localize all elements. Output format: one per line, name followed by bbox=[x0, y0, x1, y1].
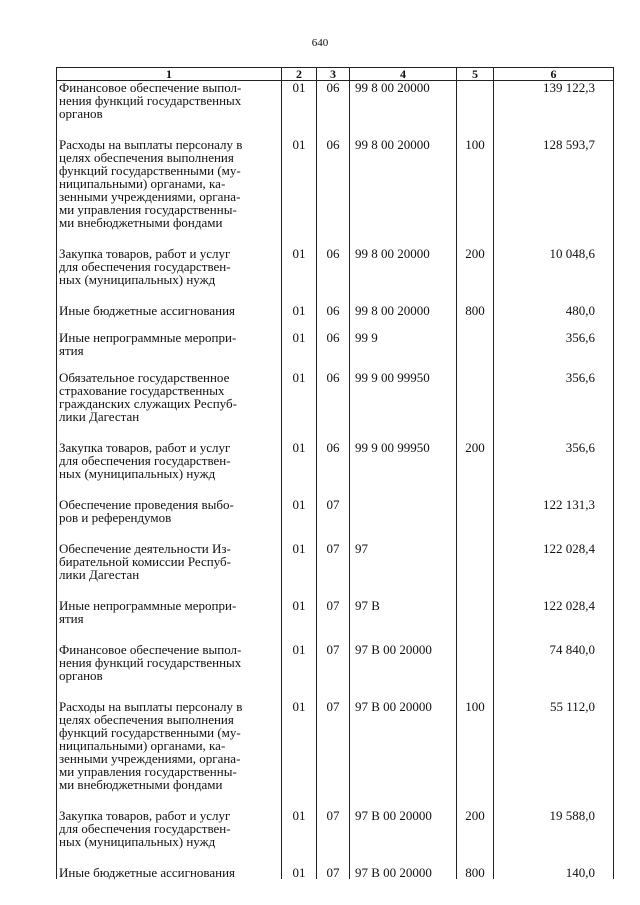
spacer-cell bbox=[494, 625, 614, 643]
table-row bbox=[57, 643, 614, 682]
row-amount-cell: 55 112,0 bbox=[494, 700, 614, 791]
spacer-cell bbox=[494, 229, 614, 247]
row-spacer bbox=[57, 682, 614, 700]
spacer-cell bbox=[350, 286, 457, 304]
spacer-cell bbox=[317, 581, 350, 599]
column-header-5: 5 bbox=[457, 68, 494, 81]
table-row bbox=[57, 138, 614, 229]
spacer-cell bbox=[457, 317, 494, 331]
spacer-cell bbox=[350, 682, 457, 700]
spacer-cell bbox=[317, 229, 350, 247]
row-spacer bbox=[57, 229, 614, 247]
table-row bbox=[57, 441, 614, 480]
row-name-cell: Иные бюджетные ассигнования bbox=[57, 866, 282, 879]
table-row bbox=[57, 542, 614, 581]
spacer-cell bbox=[494, 524, 614, 542]
column-header-3: 3 bbox=[317, 68, 350, 81]
row-spacer bbox=[57, 480, 614, 498]
spacer-cell bbox=[282, 120, 317, 138]
spacer-cell bbox=[457, 423, 494, 441]
spacer-cell bbox=[57, 791, 282, 809]
spacer-cell bbox=[457, 229, 494, 247]
spacer-cell bbox=[57, 625, 282, 643]
row-subsection-cell: 07 bbox=[317, 542, 350, 581]
spacer-cell bbox=[494, 423, 614, 441]
table-row bbox=[57, 304, 614, 317]
row-section-cell: 01 bbox=[282, 643, 317, 682]
row-subsection-cell: 07 bbox=[317, 809, 350, 848]
spacer-cell bbox=[494, 120, 614, 138]
row-target-article-cell: 97 В 00 20000 bbox=[350, 866, 457, 879]
row-name-cell: Иные бюджетные ассигнования bbox=[57, 304, 282, 317]
row-amount-cell: 10 048,6 bbox=[494, 247, 614, 286]
row-section-cell: 01 bbox=[282, 371, 317, 423]
spacer-cell bbox=[317, 480, 350, 498]
spacer-cell bbox=[57, 581, 282, 599]
spacer-cell bbox=[282, 581, 317, 599]
row-expense-type-cell: 800 bbox=[457, 866, 494, 879]
spacer-cell bbox=[350, 357, 457, 371]
spacer-cell bbox=[317, 286, 350, 304]
budget-table bbox=[56, 67, 614, 879]
row-name-cell: Иные непрограммные меропри- ятия bbox=[57, 331, 282, 357]
row-target-article-cell: 97 В bbox=[350, 599, 457, 625]
spacer-cell bbox=[457, 625, 494, 643]
spacer-cell bbox=[494, 791, 614, 809]
row-amount-cell: 74 840,0 bbox=[494, 643, 614, 682]
spacer-cell bbox=[282, 286, 317, 304]
spacer-cell bbox=[350, 480, 457, 498]
row-expense-type-cell: 800 bbox=[457, 304, 494, 317]
row-section-cell: 01 bbox=[282, 866, 317, 879]
spacer-cell bbox=[457, 682, 494, 700]
row-subsection-cell: 06 bbox=[317, 81, 350, 121]
row-amount-cell: 140,0 bbox=[494, 866, 614, 879]
spacer-cell bbox=[282, 423, 317, 441]
table-row bbox=[57, 866, 614, 879]
row-name-cell: Закупка товаров, работ и услуг для обеспечения государствен- ных (муниципальных) нужд bbox=[57, 441, 282, 480]
spacer-cell bbox=[350, 317, 457, 331]
row-spacer bbox=[57, 317, 614, 331]
row-subsection-cell: 07 bbox=[317, 498, 350, 524]
row-expense-type-cell bbox=[457, 81, 494, 121]
spacer-cell bbox=[317, 357, 350, 371]
spacer-cell bbox=[57, 317, 282, 331]
page-number: 640 bbox=[311, 37, 329, 49]
row-section-cell: 01 bbox=[282, 809, 317, 848]
row-subsection-cell: 06 bbox=[317, 331, 350, 357]
spacer-cell bbox=[57, 848, 282, 866]
row-subsection-cell: 07 bbox=[317, 866, 350, 879]
row-target-article-cell: 97 В 00 20000 bbox=[350, 643, 457, 682]
row-target-article-cell: 99 9 00 99950 bbox=[350, 441, 457, 480]
row-section-cell: 01 bbox=[282, 138, 317, 229]
spacer-cell bbox=[282, 317, 317, 331]
row-target-article-cell: 97 bbox=[350, 542, 457, 581]
spacer-cell bbox=[494, 286, 614, 304]
spacer-cell bbox=[457, 791, 494, 809]
row-name-cell: Обязательное государственное страхование государственных гражданских служащих Респуб- лики Дагестан bbox=[57, 371, 282, 423]
spacer-cell bbox=[494, 317, 614, 331]
spacer-cell bbox=[282, 229, 317, 247]
row-spacer bbox=[57, 581, 614, 599]
spacer-cell bbox=[350, 791, 457, 809]
row-expense-type-cell bbox=[457, 643, 494, 682]
spacer-cell bbox=[457, 524, 494, 542]
spacer-cell bbox=[457, 848, 494, 866]
row-name-cell: Иные непрограммные меропри- ятия bbox=[57, 599, 282, 625]
spacer-cell bbox=[57, 120, 282, 138]
row-expense-type-cell bbox=[457, 599, 494, 625]
spacer-cell bbox=[282, 682, 317, 700]
spacer-cell bbox=[350, 229, 457, 247]
row-spacer bbox=[57, 423, 614, 441]
spacer-cell bbox=[457, 480, 494, 498]
row-spacer bbox=[57, 286, 614, 304]
row-amount-cell: 356,6 bbox=[494, 371, 614, 423]
spacer-cell bbox=[282, 480, 317, 498]
row-target-article-cell: 99 9 bbox=[350, 331, 457, 357]
row-spacer bbox=[57, 120, 614, 138]
spacer-cell bbox=[494, 682, 614, 700]
row-subsection-cell: 07 bbox=[317, 643, 350, 682]
spacer-cell bbox=[494, 480, 614, 498]
row-name-cell: Обеспечение проведения выбо- ров и референдумов bbox=[57, 498, 282, 524]
table-row bbox=[57, 81, 614, 121]
spacer-cell bbox=[494, 357, 614, 371]
spacer-cell bbox=[317, 848, 350, 866]
column-header-4: 4 bbox=[350, 68, 457, 81]
row-expense-type-cell: 200 bbox=[457, 809, 494, 848]
spacer-cell bbox=[457, 581, 494, 599]
table-row bbox=[57, 700, 614, 791]
row-name-cell: Закупка товаров, работ и услуг для обеспечения государствен- ных (муниципальных) нужд bbox=[57, 809, 282, 848]
row-expense-type-cell bbox=[457, 331, 494, 357]
row-expense-type-cell: 100 bbox=[457, 700, 494, 791]
row-name-cell: Расходы на выплаты персоналу в целях обеспечения выполнения функций государственными (му- ниципальными) органами, ка- зенными учреждениями, органа- ми управления государственны- ми внебюджетными фондами bbox=[57, 700, 282, 791]
budget-table-container bbox=[56, 67, 613, 879]
column-header-2: 2 bbox=[282, 68, 317, 81]
row-expense-type-cell bbox=[457, 498, 494, 524]
row-name-cell: Финансовое обеспечение выпол- нения функций государственных органов bbox=[57, 643, 282, 682]
spacer-cell bbox=[57, 229, 282, 247]
table-row bbox=[57, 371, 614, 423]
spacer-cell bbox=[457, 286, 494, 304]
spacer-cell bbox=[350, 848, 457, 866]
row-spacer bbox=[57, 357, 614, 371]
row-target-article-cell: 99 8 00 20000 bbox=[350, 304, 457, 317]
spacer-cell bbox=[494, 848, 614, 866]
row-spacer bbox=[57, 524, 614, 542]
spacer-cell bbox=[317, 791, 350, 809]
spacer-cell bbox=[317, 524, 350, 542]
row-expense-type-cell bbox=[457, 371, 494, 423]
row-expense-type-cell: 200 bbox=[457, 247, 494, 286]
spacer-cell bbox=[57, 524, 282, 542]
spacer-cell bbox=[350, 625, 457, 643]
row-amount-cell: 356,6 bbox=[494, 441, 614, 480]
row-name-cell: Расходы на выплаты персоналу в целях обеспечения выполнения функций государственными (му- ниципальными) органами, ка- зенными учреждениями, органа- ми управления государственны- ми внебюджетными фондами bbox=[57, 138, 282, 229]
row-amount-cell: 122 131,3 bbox=[494, 498, 614, 524]
table-row bbox=[57, 599, 614, 625]
row-section-cell: 01 bbox=[282, 542, 317, 581]
row-section-cell: 01 bbox=[282, 441, 317, 480]
row-target-article-cell: 99 8 00 20000 bbox=[350, 247, 457, 286]
spacer-cell bbox=[494, 581, 614, 599]
table-row bbox=[57, 331, 614, 357]
row-subsection-cell: 06 bbox=[317, 441, 350, 480]
row-target-article-cell: 97 В 00 20000 bbox=[350, 809, 457, 848]
spacer-cell bbox=[282, 625, 317, 643]
row-subsection-cell: 06 bbox=[317, 304, 350, 317]
spacer-cell bbox=[317, 423, 350, 441]
spacer-cell bbox=[350, 120, 457, 138]
row-name-cell: Финансовое обеспечение выпол- нения функций государственных органов bbox=[57, 81, 282, 121]
row-spacer bbox=[57, 625, 614, 643]
row-amount-cell: 356,6 bbox=[494, 331, 614, 357]
row-amount-cell: 122 028,4 bbox=[494, 542, 614, 581]
row-name-cell: Закупка товаров, работ и услуг для обеспечения государствен- ных (муниципальных) нужд bbox=[57, 247, 282, 286]
column-header-1: 1 bbox=[57, 68, 282, 81]
row-target-article-cell: 99 8 00 20000 bbox=[350, 138, 457, 229]
row-section-cell: 01 bbox=[282, 81, 317, 121]
row-section-cell: 01 bbox=[282, 700, 317, 791]
spacer-cell bbox=[317, 682, 350, 700]
row-section-cell: 01 bbox=[282, 304, 317, 317]
spacer-cell bbox=[57, 286, 282, 304]
spacer-cell bbox=[57, 682, 282, 700]
spacer-cell bbox=[317, 625, 350, 643]
spacer-cell bbox=[282, 791, 317, 809]
row-target-article-cell: 99 9 00 99950 bbox=[350, 371, 457, 423]
row-amount-cell: 128 593,7 bbox=[494, 138, 614, 229]
column-header-6: 6 bbox=[494, 68, 614, 81]
row-subsection-cell: 06 bbox=[317, 138, 350, 229]
row-name-cell: Обеспечение деятельности Из- бирательной комиссии Респуб- лики Дагестан bbox=[57, 542, 282, 581]
table-row bbox=[57, 498, 614, 524]
spacer-cell bbox=[282, 848, 317, 866]
spacer-cell bbox=[350, 423, 457, 441]
row-target-article-cell bbox=[350, 498, 457, 524]
row-subsection-cell: 06 bbox=[317, 247, 350, 286]
row-subsection-cell: 07 bbox=[317, 700, 350, 791]
spacer-cell bbox=[457, 120, 494, 138]
row-expense-type-cell bbox=[457, 542, 494, 581]
spacer-cell bbox=[317, 317, 350, 331]
row-spacer bbox=[57, 791, 614, 809]
spacer-cell bbox=[282, 357, 317, 371]
spacer-cell bbox=[57, 423, 282, 441]
table-body bbox=[57, 81, 614, 880]
spacer-cell bbox=[57, 480, 282, 498]
row-target-article-cell: 97 В 00 20000 bbox=[350, 700, 457, 791]
table-header-row bbox=[57, 68, 614, 81]
row-subsection-cell: 07 bbox=[317, 599, 350, 625]
spacer-cell bbox=[350, 581, 457, 599]
row-amount-cell: 139 122,3 bbox=[494, 81, 614, 121]
spacer-cell bbox=[57, 357, 282, 371]
row-spacer bbox=[57, 848, 614, 866]
row-section-cell: 01 bbox=[282, 331, 317, 357]
row-target-article-cell: 99 8 00 20000 bbox=[350, 81, 457, 121]
row-section-cell: 01 bbox=[282, 599, 317, 625]
spacer-cell bbox=[457, 357, 494, 371]
table-row bbox=[57, 247, 614, 286]
row-amount-cell: 480,0 bbox=[494, 304, 614, 317]
spacer-cell bbox=[317, 120, 350, 138]
row-section-cell: 01 bbox=[282, 247, 317, 286]
row-section-cell: 01 bbox=[282, 498, 317, 524]
table-row bbox=[57, 809, 614, 848]
row-expense-type-cell: 100 bbox=[457, 138, 494, 229]
spacer-cell bbox=[350, 524, 457, 542]
row-subsection-cell: 06 bbox=[317, 371, 350, 423]
row-amount-cell: 122 028,4 bbox=[494, 599, 614, 625]
row-amount-cell: 19 588,0 bbox=[494, 809, 614, 848]
row-expense-type-cell: 200 bbox=[457, 441, 494, 480]
spacer-cell bbox=[282, 524, 317, 542]
